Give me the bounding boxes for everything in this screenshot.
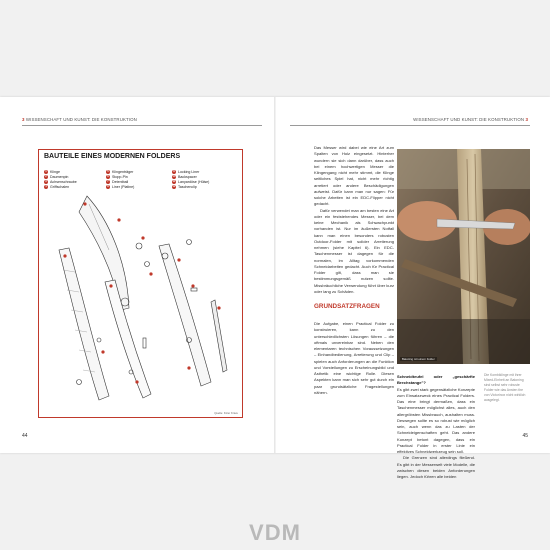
text-column-3 <box>397 374 475 480</box>
locking-liner-part <box>159 244 211 386</box>
book-spread <box>0 97 550 479</box>
legend-item: 12 Taschenclip <box>172 185 197 189</box>
publisher-watermark: VDM <box>249 520 301 545</box>
subheading: Schneidteufel oder „geschärfte Brechstange"? <box>397 374 475 386</box>
exploded-knife-diagram <box>38 149 243 418</box>
running-head-text: WISSENSCHAFT UND KUNST: DIE KONSTRUKTION <box>25 117 137 122</box>
paragraph: Dafür verwendet man am besten eine Art oder ein feststehendes Messer, bei dem keine Mechanik als Schwachpunkt vorhanden ist. Nur im äußersten Notfall kann man einen besonders robusten Outdoor-Folder mit solider Arretierung nehmen (siehe Kapitel 6). Ein EDC-Taschenmesser ist dagegen für die normalen, im Alltag vorkommenden Schneidarbeiten gedacht. Auch für Practical Folder gilt, dass man sie bestimmungsgemäß nutzen sollte. Missbräuchliche Verwendung führt über kurz oder lang zu Schäden. <box>314 207 394 294</box>
legend-item: 5 Klingenträger <box>107 170 134 174</box>
paragraph: Das Messer wird dabei wie eine Art zum Spalten von Holz eingesetzt. Hinterher wundern sie sich dann darüber, dass auch bei einem hochwertigen Messer die Klingengang nicht mehr stimmt, die Klinge seitliches Spiel hat, nicht mehr richtig arretiert oder andere Beschädigungen aufweist. Dafür kann man nur sagen: Für solche Arbeiten ist ein EDC-Flipper nicht gedacht. <box>314 145 394 207</box>
section-heading: GRUNDSATZFRAGEN <box>314 303 380 310</box>
legend-item: 11 Lanyardöse (Hülse) <box>172 180 210 184</box>
legend-item: 1 Klinge <box>45 170 60 174</box>
chapter-mark: 3 <box>525 117 528 122</box>
right-header-rule <box>290 125 530 126</box>
legend-item: 2 Daumenpin <box>45 175 69 179</box>
legend-item: 8 Liner (Platine) <box>107 185 135 189</box>
right-running-head <box>413 117 528 122</box>
left-running-head <box>22 117 137 122</box>
photo-caption: Batoning mit einem Folder <box>402 357 435 361</box>
knife-parts-illustration <box>39 190 242 412</box>
blade-part <box>79 196 129 310</box>
left-header-rule <box>22 125 262 126</box>
text-column-2 <box>314 321 394 396</box>
paragraph: Es gibt zwei stark gegensätzliche Konzepte zum Einsatzzweck eines Practical Folders. Das eine bringt dermaßen, dass ein Taschenmesser möglichst alles, auch den allergröbsten Missbrauch, aushalten muss. Deswegen sollte es so robust wie möglich sein, auch wenn das zu Lasten der Schneideigenschaften geht. Das andere Konzept betont dagegen, dass ein Practical Folder in erster Linie ein effektives Schneidwerkzeug sein soll. <box>397 386 475 454</box>
right-page-number: 45 <box>522 433 528 439</box>
running-head-text: WISSENSCHAFT UND KUNST: DIE KONSTRUKTION <box>413 117 525 122</box>
left-page-number: 44 <box>22 433 28 439</box>
legend-item: 10 Backspacer <box>172 175 197 179</box>
diagram-title: BAUTEILE EINES MODERNEN FOLDERS <box>44 153 181 160</box>
batoning-photo <box>397 149 530 364</box>
legend-item: 9 Locking Liner <box>173 170 200 174</box>
pivot-screw-part <box>136 243 142 249</box>
legend-item: 4 Griffschalen <box>45 185 70 189</box>
legend-item: 3 Achsenschraube <box>45 180 77 184</box>
legend-item: 7 Detentball <box>107 180 129 184</box>
margin-note: Die Kombiklinge mit ihrer Mixed-Einheit an Batoning sind selbst sehr robuste Folder wie das Ansten the von Victorinox nicht wirklich ausgelegt. <box>484 373 526 402</box>
photo-illustration <box>397 149 530 364</box>
pocket-clip-part <box>211 300 227 372</box>
paragraph: Die Aufgabe, einen Practical Folder zu konstruieren, kann zu den unterschiedlichsten Lösungen führen – die oftmals unvereinbar sind. Neben den elementaren technischen Voraussetzungen – Einhandbedienung, Arretierung und Clip – spielen auch Anforderungen an die Funktion und Vorstellungen zu Erscheinungsbild und Ästhetik eine wichtige Rolle. Diesen Aspekten kann man sich sehr gut durch ein paar grundsätzliche Fragestellungen nähern. <box>314 321 394 395</box>
chapter-mark: 3 <box>22 117 25 122</box>
book-gutter <box>274 97 276 453</box>
handle-scale-part <box>59 248 109 400</box>
legend-item: 6 Stopp-Pin <box>107 175 128 179</box>
text-column-1 <box>314 145 394 295</box>
diagram-credit: Quelle: Kizer Knive <box>214 411 238 415</box>
paragraph: Die Grenzen sind allerdings fließend. Es gibt in der Messerwelt viele Modelle, die zwischen diesen beiden Anforderungen liegen. Jedoch führen alle beiden <box>397 455 475 479</box>
